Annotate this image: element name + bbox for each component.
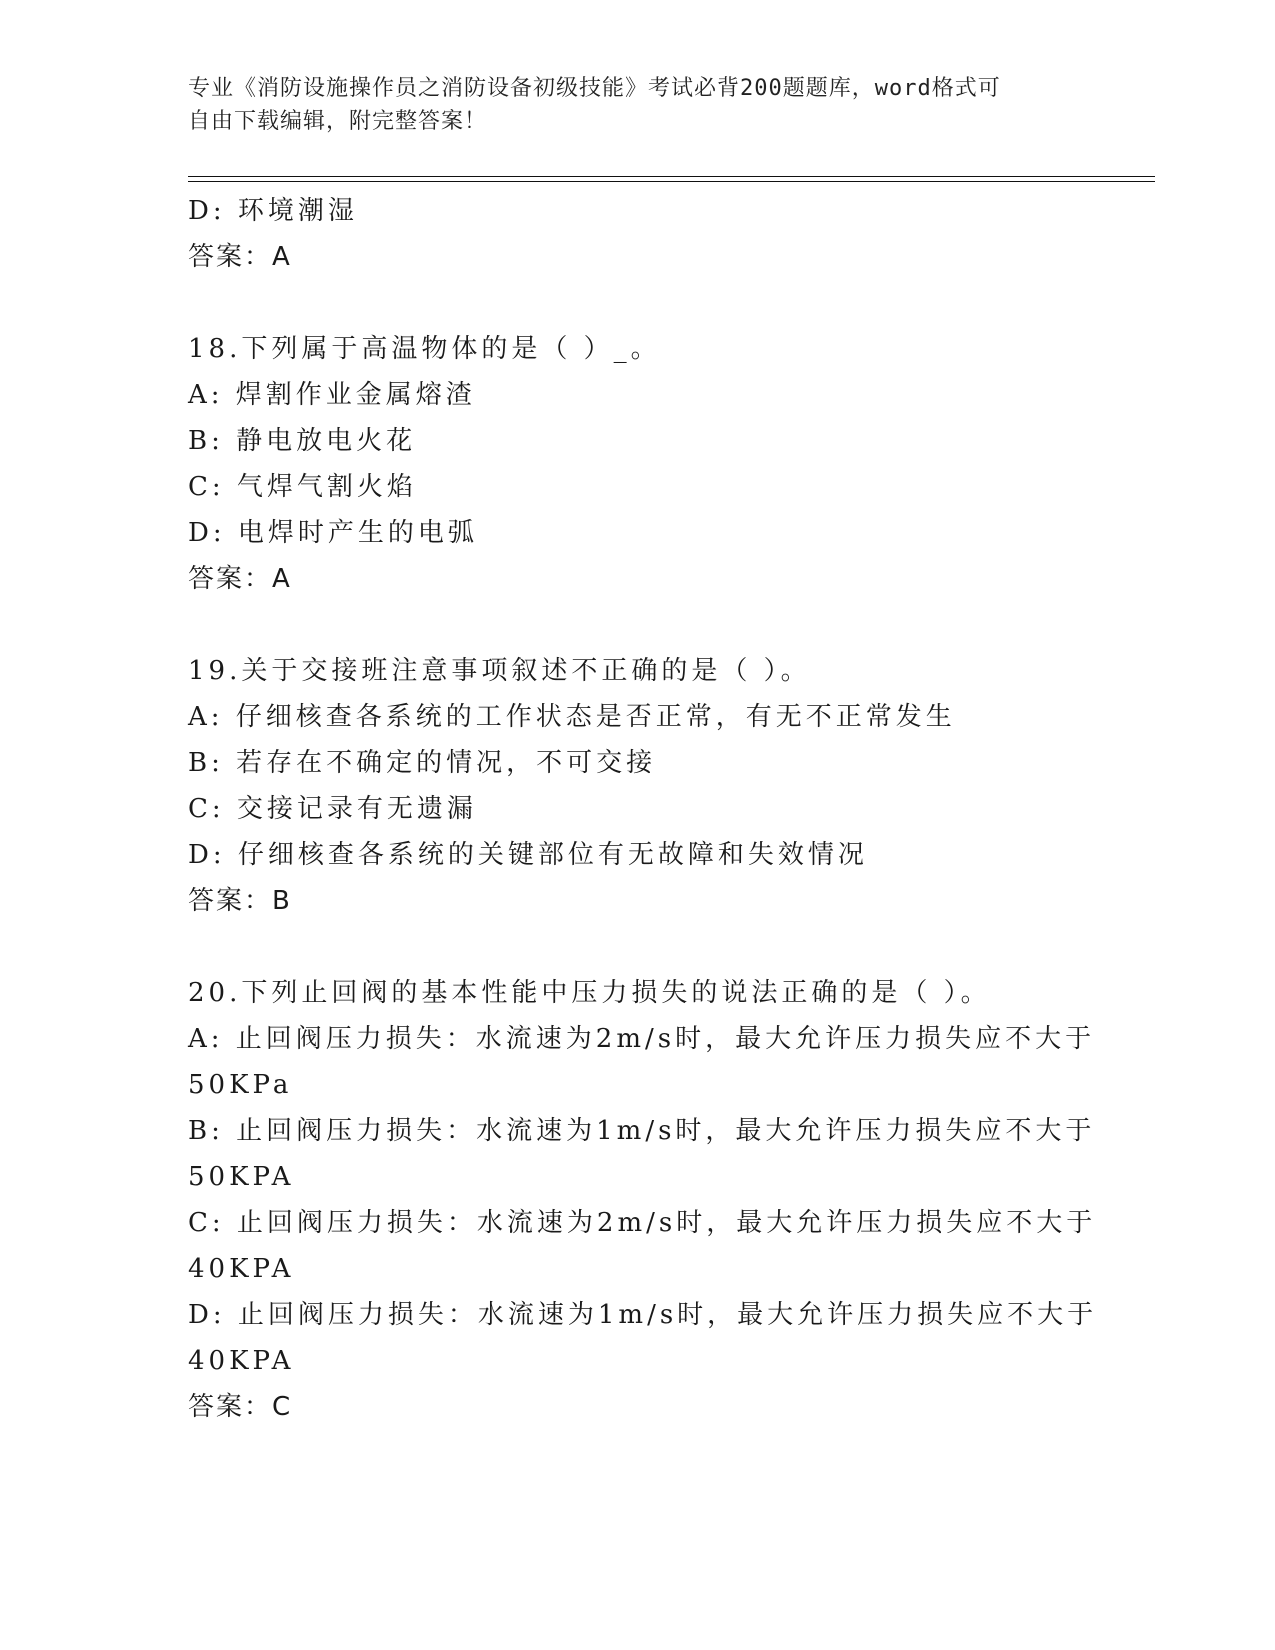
partial-answer: 答案：A [188,242,292,272]
option-a-line-1: A: 止回阀压力损失：水流速为2m/s时，最大允许压力损失应不大于 [188,1024,1096,1054]
header-line-2: 自由下载编辑，附完整答案！ [188,109,488,134]
option-b: B: 静电放电火花 [188,426,417,456]
answer: 答案：C [188,1392,293,1422]
option-c: C: 交接记录有无遗漏 [188,794,477,824]
option-b: B: 若存在不确定的情况，不可交接 [188,748,657,778]
header-line-1: 专业《消防设施操作员之消防设备初级技能》考试必背200题题库，word格式可 [188,76,1001,101]
spacer [188,280,1148,326]
option-a: A: 焊割作业金属熔渣 [188,380,476,410]
partial-option-d: D: 环境潮湿 [188,196,358,226]
option-b-line-1: B: 止回阀压力损失：水流速为1m/s时，最大允许压力损失应不大于 [188,1116,1096,1146]
document-header [188,72,1088,138]
question-stem: 18.下列属于高温物体的是（ ）_。 [188,334,661,364]
question-18 [188,326,1148,602]
question-19 [188,648,1148,924]
header-rule-top [188,176,1155,177]
option-c-line-1: C: 止回阀压力损失：水流速为2m/s时，最大允许压力损失应不大于 [188,1208,1097,1238]
question-stem: 19.关于交接班注意事项叙述不正确的是（ ）。 [188,656,811,686]
header-rule-bottom [188,181,1155,182]
option-a-line-2: 50KPa [188,1070,293,1100]
option-d: D: 电焊时产生的电弧 [188,518,478,548]
option-c-line-2: 40KPA [188,1254,295,1284]
question-content [188,188,1148,1430]
answer: 答案：A [188,564,292,594]
spacer [188,924,1148,970]
option-d: D: 仔细核查各系统的关键部位有无故障和失效情况 [188,840,868,870]
option-d-line-1: D: 止回阀压力损失：水流速为1m/s时，最大允许压力损失应不大于 [188,1300,1098,1330]
option-b-line-2: 50KPA [188,1162,295,1192]
spacer [188,602,1148,648]
option-a: A: 仔细核查各系统的工作状态是否正常，有无不正常发生 [188,702,956,732]
question-20 [188,970,1148,1430]
option-c: C: 气焊气割火焰 [188,472,417,502]
question-stem: 20.下列止回阀的基本性能中压力损失的说法正确的是（ ）。 [188,978,991,1008]
answer: 答案：B [188,886,292,916]
option-d-line-2: 40KPA [188,1346,295,1376]
